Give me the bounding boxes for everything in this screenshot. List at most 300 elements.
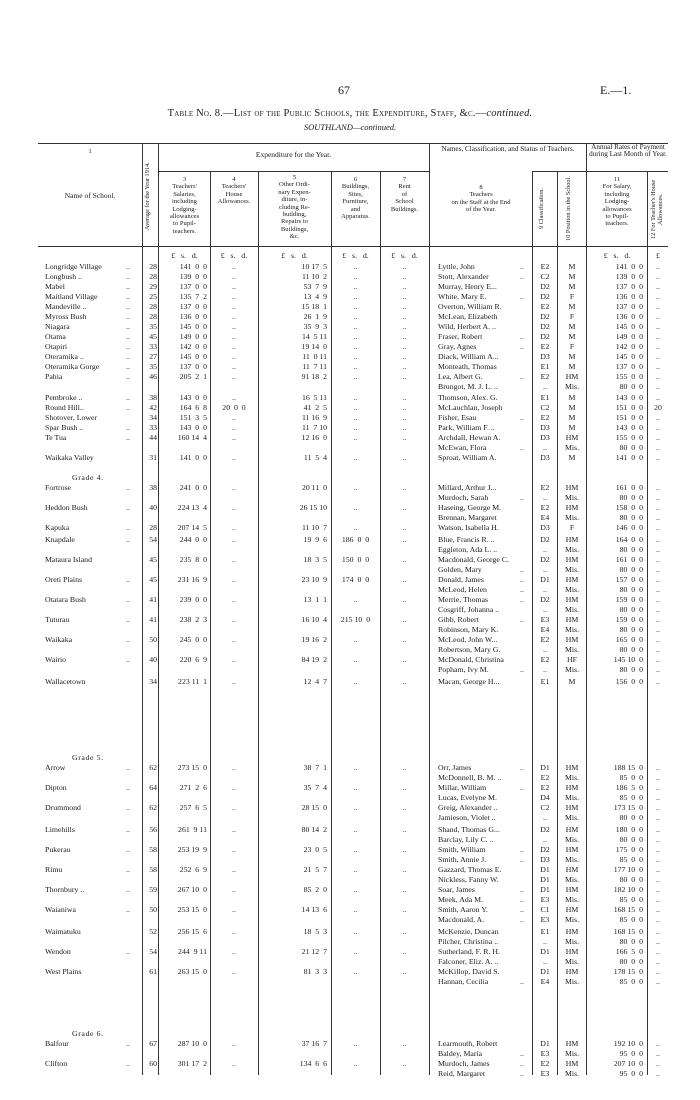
average-attendance: 34	[149, 677, 157, 686]
classification: D3	[540, 433, 550, 442]
leader-dots: ..	[520, 372, 524, 381]
leader-dots: ..	[126, 362, 130, 371]
leader-dots: ..	[126, 503, 130, 512]
average-attendance: 28	[149, 262, 157, 271]
house-allowance-rate: ..	[656, 483, 660, 492]
position: M	[568, 393, 576, 402]
leader-dots: ..	[520, 977, 524, 986]
buildings-expenditure: ..	[353, 1039, 358, 1048]
annual-salary: 173 15 0	[613, 803, 643, 812]
school-name: Kapuka	[45, 523, 70, 532]
position: Mis.	[564, 545, 580, 554]
leader-dots: ..	[520, 915, 524, 924]
teacher-name: Macdonald, George C.	[438, 555, 509, 564]
position: M	[568, 262, 576, 271]
other-expenditure: 28 15 0	[301, 803, 327, 812]
rent: ..	[402, 677, 407, 686]
teacher-name: Greig, Alexander ..	[438, 803, 498, 812]
school-name: Myross Bush	[45, 312, 87, 321]
buildings-expenditure: ..	[353, 362, 358, 371]
teacher-name: Lea, Albert G.	[438, 372, 483, 381]
annual-salary: 188 15 0	[613, 763, 643, 772]
classification: ..	[543, 605, 547, 614]
annual-salary: 139 0 0	[615, 272, 643, 281]
annual-salary: 85 0 0	[619, 773, 643, 782]
teacher-name: Watson, Isabella H.	[438, 523, 499, 532]
teachers-salaries: 207 14 5	[177, 523, 207, 532]
other-expenditure: 84 19 2	[301, 655, 327, 664]
leader-dots: ..	[126, 763, 130, 772]
average-attendance: 40	[149, 503, 157, 512]
classification: D1	[540, 865, 550, 874]
school-name: Mabel	[45, 282, 65, 291]
annual-salary: 145 0 0	[615, 352, 643, 361]
annual-salary: 141 0 0	[615, 262, 643, 271]
classification: E1	[540, 362, 550, 371]
teacher-name: McDonald, Christina	[438, 655, 504, 664]
leader-dots: ..	[126, 655, 130, 664]
annual-salary: 136 0 0	[615, 312, 643, 321]
classification: ..	[543, 545, 547, 554]
position: Mis.	[564, 773, 580, 782]
rent: ..	[402, 433, 407, 442]
house-allowances: ..	[232, 262, 236, 271]
table-title-continued: continued.	[486, 108, 533, 119]
buildings-expenditure: ..	[353, 483, 358, 492]
leader-dots: ..	[126, 1039, 130, 1048]
rent: ..	[402, 403, 407, 412]
classification: E2	[540, 413, 550, 422]
school-name: Maitland Village	[45, 292, 98, 301]
school-name: Knapdale	[45, 535, 75, 544]
position: M	[568, 302, 576, 311]
teachers-salaries: 239 0 0	[179, 595, 207, 604]
col-6-buildings: 6 Buildings, Sites, Furniture, and Apparatus.	[341, 176, 370, 221]
teacher-name: Macan, George H...	[438, 677, 500, 686]
teacher-name: Park, William F. ..	[438, 423, 495, 432]
teacher-name: Wild, Herbert A. ..	[438, 322, 496, 331]
house-allowance-rate: ..	[656, 302, 660, 311]
unit-c5: £ s. d.	[281, 251, 308, 260]
average-attendance: 38	[149, 393, 157, 402]
annual-salary: 175 0 0	[615, 845, 643, 854]
position: HM	[565, 535, 579, 544]
col-average: Average for the Year 1914.	[144, 162, 151, 230]
teacher-name: Hannan, Cecilia	[438, 977, 489, 986]
house-allowance-rate: ..	[656, 835, 660, 844]
leader-dots: ..	[520, 1059, 524, 1068]
leader-dots: ..	[126, 905, 130, 914]
other-expenditure: 26 15 10	[299, 503, 327, 512]
average-attendance: 35	[149, 362, 157, 371]
other-expenditure: 18 3 5	[303, 555, 327, 564]
school-name: Oteramika ..	[45, 352, 84, 361]
house-allowance-rate: ..	[656, 423, 660, 432]
leader-dots: ..	[126, 615, 130, 624]
teachers-salaries: 141 0 0	[179, 262, 207, 271]
teacher-name: Barclay, Lily C. ..	[438, 835, 494, 844]
teacher-name: Brennan, Margaret	[438, 513, 497, 522]
house-allowance-rate: ..	[656, 1069, 660, 1078]
position: Mis.	[564, 585, 580, 594]
other-expenditure: 23 0 5	[303, 845, 327, 854]
buildings-expenditure: ..	[353, 927, 358, 936]
teachers-salaries: 238 2 3	[179, 615, 207, 624]
teacher-name: Nickless, Fanny W.	[438, 875, 499, 884]
school-name: Limehills	[45, 825, 75, 834]
teacher-name: McKenzie, Duncan	[438, 927, 499, 936]
annual-salary: 80 0 0	[619, 565, 643, 574]
school-name: Balfour	[45, 1039, 69, 1048]
other-expenditure: 26 1 9	[303, 312, 327, 321]
house-allowance-rate: ..	[656, 362, 660, 371]
col-school-name: Name of School.	[64, 191, 116, 200]
annual-salary: 80 0 0	[619, 957, 643, 966]
other-expenditure: 41 2 5	[303, 403, 327, 412]
house-allowance-rate: ..	[656, 585, 660, 594]
other-expenditure: 14 5 11	[301, 332, 327, 341]
rent: ..	[402, 272, 407, 281]
col-5-other-expenditure: 5 Other Ordi- nary Expen- diture, in- cluding Re- building, Repairs to Buildings, &c.	[278, 174, 311, 241]
leader-dots: ..	[126, 635, 130, 644]
rent: ..	[402, 282, 407, 291]
house-allowance-rate: ..	[656, 803, 660, 812]
teacher-name: Golden, Mary	[438, 565, 482, 574]
teachers-salaries: 137 0 0	[179, 302, 207, 311]
house-allowances: 20 0 0	[222, 403, 246, 412]
buildings-expenditure: ..	[353, 322, 358, 331]
col-7-rent: 7 Rent of School Buildings.	[390, 176, 419, 213]
teachers-salaries: 252 6 9	[179, 865, 207, 874]
classification: E2	[540, 1059, 550, 1068]
classification: E2	[540, 773, 550, 782]
leader-dots: ..	[126, 403, 130, 412]
classification: E3	[540, 615, 550, 624]
school-name: Heddon Bush	[45, 503, 88, 512]
average-attendance: 50	[149, 635, 157, 644]
annual-salary: 145 10 0	[613, 655, 643, 664]
leader-dots: ..	[126, 845, 130, 854]
position: F	[569, 523, 575, 532]
position: HM	[565, 433, 579, 442]
other-expenditure: 11 10 2	[301, 272, 327, 281]
teacher-name: Soar, James	[438, 885, 475, 894]
position: F	[569, 312, 575, 321]
classification: D2	[540, 282, 550, 291]
house-allowance-rate: ..	[656, 855, 660, 864]
buildings-expenditure: ..	[353, 282, 358, 291]
house-allowance-rate: ..	[656, 312, 660, 321]
position: M	[568, 453, 576, 462]
position: HM	[565, 575, 579, 584]
teacher-name: Cosgriff, Johanna ..	[438, 605, 500, 614]
school-name: Mandeville ..	[45, 302, 87, 311]
position: HM	[565, 483, 579, 492]
leader-dots: ..	[126, 352, 130, 361]
house-allowances: ..	[232, 677, 236, 686]
house-allowance-rate: ..	[656, 433, 660, 442]
rent: ..	[402, 262, 407, 271]
classification: E2	[540, 372, 550, 381]
classification: E3	[540, 915, 550, 924]
unit-c11: £ s. d.	[603, 251, 631, 260]
house-allowance-rate: ..	[656, 635, 660, 644]
house-allowance-rate: ..	[656, 545, 660, 554]
teacher-name: McEwan, Flora	[438, 443, 487, 452]
teacher-name: Popham, Ivy M.	[438, 665, 489, 674]
rent: ..	[402, 803, 407, 812]
other-expenditure: 13 1 1	[303, 595, 327, 604]
position: M	[568, 362, 576, 371]
house-allowances: ..	[232, 483, 236, 492]
teacher-name: Eggleton, Ada L. ..	[438, 545, 498, 554]
teachers-salaries: 149 0 0	[179, 332, 207, 341]
other-expenditure: 14 13 6	[301, 905, 327, 914]
annual-salary: 186 5 0	[615, 783, 643, 792]
buildings-expenditure: ..	[353, 803, 358, 812]
other-expenditure: 23 10 9	[301, 575, 327, 584]
teachers-salaries: 145 0 0	[179, 352, 207, 361]
annual-salary: 168 15 0	[613, 905, 643, 914]
other-expenditure: 37 16 7	[301, 1039, 327, 1048]
leader-dots: ..	[520, 855, 524, 864]
annual-salary: 165 0 0	[615, 635, 643, 644]
buildings-expenditure: ..	[353, 595, 358, 604]
annual-salary: 80 0 0	[619, 513, 643, 522]
average-attendance: 45	[149, 575, 157, 584]
teacher-name: Smith, Aaron Y.	[438, 905, 488, 914]
other-expenditure: 134 6 6	[299, 1059, 327, 1068]
rent: ..	[402, 483, 407, 492]
teachers-salaries: 244 9 11	[178, 947, 207, 956]
rent: ..	[402, 763, 407, 772]
house-allowance-rate: ..	[656, 977, 660, 986]
buildings-expenditure: ..	[353, 783, 358, 792]
house-allowance-rate: ..	[656, 605, 660, 614]
annual-salary: 136 0 0	[615, 292, 643, 301]
house-allowances: ..	[232, 302, 236, 311]
teacher-name: McLean, Elizabeth	[438, 312, 498, 321]
position: Mis.	[564, 493, 580, 502]
school-name: Wallacetown	[45, 677, 86, 686]
other-expenditure: 11 16 9	[301, 413, 327, 422]
teachers-salaries: 235 8 0	[179, 555, 207, 564]
annual-salary: 178 15 0	[613, 967, 643, 976]
teachers-salaries: 287 10 0	[177, 1039, 207, 1048]
school-name: Thornbury ..	[45, 885, 85, 894]
classification: ..	[543, 937, 547, 946]
house-allowance-rate: ..	[656, 332, 660, 341]
classification: E2	[540, 783, 550, 792]
position: HM	[565, 825, 579, 834]
annual-salary: 85 0 0	[619, 915, 643, 924]
other-expenditure: 85 2 0	[303, 885, 327, 894]
other-expenditure: 35 9 3	[303, 322, 327, 331]
school-name: Waikaka Valley	[45, 453, 94, 462]
school-name: Wairio	[45, 655, 67, 664]
position: Mis.	[564, 625, 580, 634]
house-allowance-rate: ..	[656, 382, 660, 391]
house-allowance-rate: ..	[656, 503, 660, 512]
buildings-expenditure: ..	[353, 845, 358, 854]
house-allowance-rate: ..	[656, 595, 660, 604]
house-allowance-rate: ..	[656, 885, 660, 894]
leader-dots: ..	[520, 262, 524, 271]
house-allowances: ..	[232, 615, 236, 624]
school-name: Tuturau	[45, 615, 70, 624]
position: HM	[565, 905, 579, 914]
rent: ..	[402, 947, 407, 956]
classification: D3	[540, 855, 550, 864]
teacher-name: McLauchlan, Joseph	[438, 403, 503, 412]
position: Mis.	[564, 665, 580, 674]
teachers-salaries: 271 2 6	[179, 783, 207, 792]
rent: ..	[402, 967, 407, 976]
other-expenditure: 38 7 1	[303, 763, 327, 772]
unit-c3: £ s. d.	[171, 251, 198, 260]
house-allowance-rate: ..	[656, 783, 660, 792]
house-allowance-rate: ..	[656, 292, 660, 301]
house-allowance-rate: ..	[656, 773, 660, 782]
average-attendance: 28	[149, 523, 157, 532]
leader-dots: ..	[126, 865, 130, 874]
col-8-teachers: 8 Teachers on the Staff at the End of the Year.	[451, 184, 511, 214]
other-expenditure: 12 4 7	[303, 677, 327, 686]
average-attendance: 60	[149, 1059, 157, 1068]
other-expenditure: 91 18 2	[301, 372, 327, 381]
classification: E3	[540, 895, 550, 904]
house-allowance-rate: ..	[656, 443, 660, 452]
classification: D1	[540, 575, 550, 584]
teacher-name: Murdoch, James	[438, 1059, 490, 1068]
classification: ..	[543, 835, 547, 844]
teacher-name: McDonnell, B. M. ..	[438, 773, 502, 782]
leader-dots: ..	[126, 272, 130, 281]
buildings-expenditure: ..	[353, 947, 358, 956]
position: M	[568, 272, 576, 281]
other-expenditure: 18 5 3	[303, 927, 327, 936]
annual-salary: 80 0 0	[619, 625, 643, 634]
house-allowance-rate: ..	[656, 793, 660, 802]
rent: ..	[402, 555, 407, 564]
position: Mis.	[564, 1069, 580, 1078]
house-allowances: ..	[232, 595, 236, 604]
position: Mis.	[564, 957, 580, 966]
position: Mis.	[564, 915, 580, 924]
average-attendance: 50	[149, 905, 157, 914]
rent: ..	[402, 865, 407, 874]
teachers-salaries: 205 2 1	[179, 372, 207, 381]
classification: D1	[540, 1039, 550, 1048]
annual-salary: 159 0 0	[615, 615, 643, 624]
rent: ..	[402, 535, 407, 544]
school-name: Fortrose	[45, 483, 71, 492]
leader-dots: ..	[520, 292, 524, 301]
house-allowance-rate: ..	[656, 575, 660, 584]
teachers-salaries: 135 7 2	[179, 292, 207, 301]
average-attendance: 27	[149, 352, 157, 361]
position: Mis.	[564, 977, 580, 986]
annual-salary: 155 0 0	[615, 433, 643, 442]
buildings-expenditure: ..	[353, 372, 358, 381]
other-expenditure: 15 18 1	[301, 302, 327, 311]
annual-salary: 80 0 0	[619, 605, 643, 614]
col-annual-group: Annual Rates of Payment during Last Month of Year.	[589, 143, 667, 159]
average-attendance: 46	[149, 372, 157, 381]
house-allowance-rate: ..	[656, 535, 660, 544]
house-allowances: ..	[232, 413, 236, 422]
col-1-number: 1	[88, 148, 92, 155]
house-allowance-rate: ..	[656, 825, 660, 834]
teachers-salaries: 151 3 5	[179, 413, 207, 422]
header-top-rule	[38, 143, 668, 144]
classification: D1	[540, 763, 550, 772]
leader-dots: ..	[126, 483, 130, 492]
col-11-salary: 11 For Salary, including Lodging- allowances to Pupil- teachers.	[602, 176, 632, 228]
other-expenditure: 11 5 4	[303, 453, 327, 462]
leader-dots: ..	[126, 372, 130, 381]
teacher-name: Millard, Arthur J...	[438, 483, 497, 492]
average-attendance: 33	[149, 342, 157, 351]
other-expenditure: 11 7 11	[302, 362, 327, 371]
classification: D4	[540, 793, 550, 802]
classification: ..	[543, 565, 547, 574]
teacher-name: White, Mary E.	[438, 292, 487, 301]
leader-dots: ..	[126, 575, 130, 584]
buildings-expenditure: ..	[353, 655, 358, 664]
leader-dots: ..	[520, 595, 524, 604]
position: Mis.	[564, 513, 580, 522]
classification: ..	[543, 585, 547, 594]
rent: ..	[402, 885, 407, 894]
leader-dots: ..	[520, 783, 524, 792]
annual-salary: 80 0 0	[619, 835, 643, 844]
leader-dots: ..	[126, 1059, 130, 1068]
annual-salary: 95 0 0	[619, 1069, 643, 1078]
other-expenditure: 13 4 9	[303, 292, 327, 301]
position: HM	[565, 763, 579, 772]
teacher-name: Macdonald, A.	[438, 915, 485, 924]
classification: ..	[543, 443, 547, 452]
position: HM	[565, 885, 579, 894]
teachers-salaries: 263 15 0	[177, 967, 207, 976]
leader-dots: ..	[126, 433, 130, 442]
classification: E4	[540, 513, 550, 522]
teacher-name: Gray, Agnes	[438, 342, 477, 351]
house-allowances: ..	[232, 905, 236, 914]
house-allowances: ..	[232, 352, 236, 361]
position: Mis.	[564, 835, 580, 844]
rent: ..	[402, 332, 407, 341]
teachers-salaries: 141 0 0	[179, 453, 207, 462]
other-expenditure: 10 17 5	[301, 262, 327, 271]
unit-c12: £	[656, 251, 660, 260]
buildings-expenditure: ..	[353, 352, 358, 361]
position: F	[569, 292, 575, 301]
teachers-salaries: 231 16 9	[177, 575, 207, 584]
annual-salary: 137 0 0	[615, 302, 643, 311]
house-allowance-rate: ..	[656, 272, 660, 281]
house-allowance-rate: ..	[656, 875, 660, 884]
other-expenditure: 21 12 7	[301, 947, 327, 956]
teacher-name: Gazzard, Thomas E.	[438, 865, 502, 874]
house-allowance-rate: ..	[656, 372, 660, 381]
teacher-name: McLeod, Helen	[438, 585, 487, 594]
buildings-expenditure: ..	[353, 413, 358, 422]
average-attendance: 64	[149, 783, 157, 792]
teacher-name: Learmouth, Robert	[438, 1039, 498, 1048]
buildings-expenditure: ..	[353, 677, 358, 686]
